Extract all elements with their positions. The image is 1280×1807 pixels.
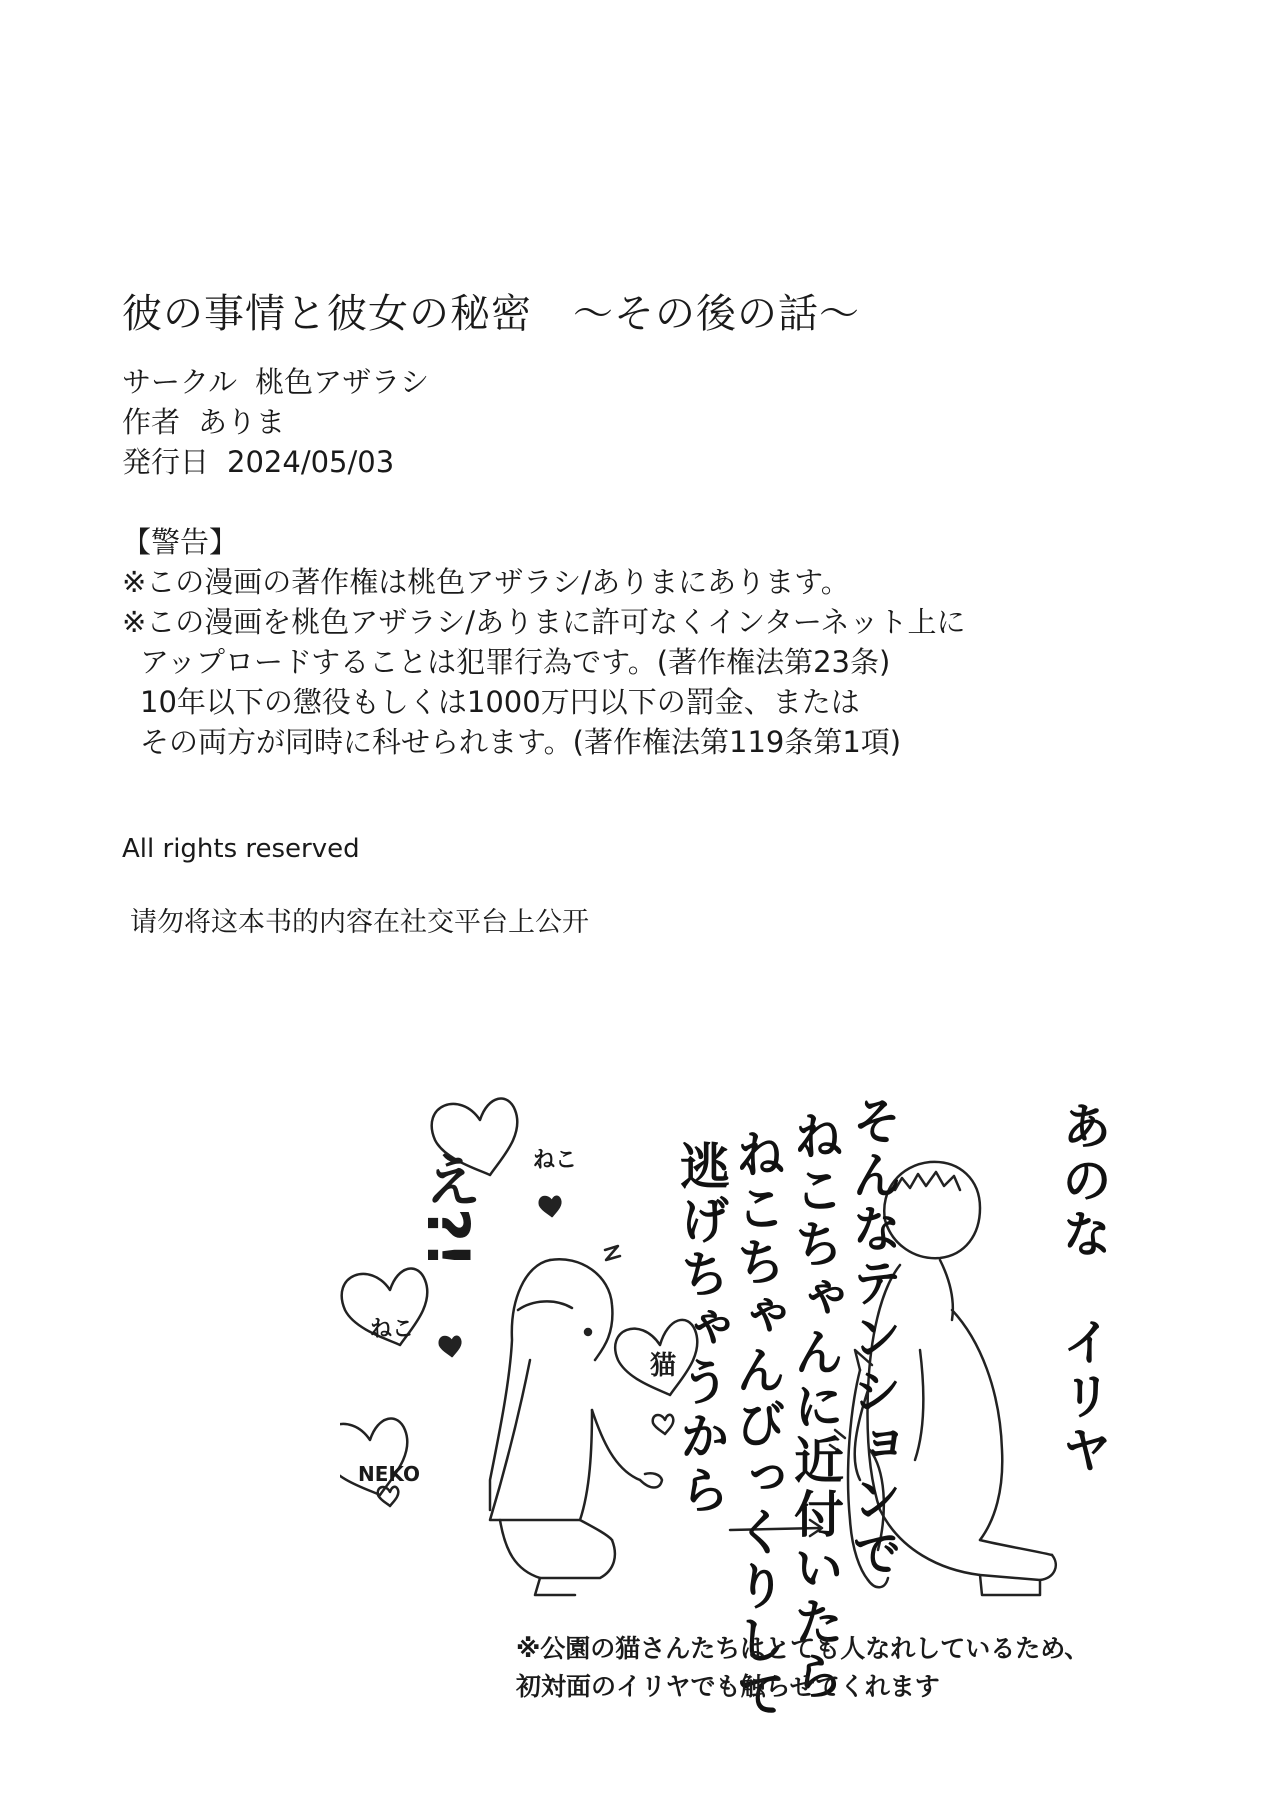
warning-heading: 【警告】: [122, 525, 239, 559]
speech-column: 逃げちゃうから: [672, 1140, 730, 1518]
circle-label: サークル: [122, 365, 238, 399]
warning-line: アップロードすることは犯罪行為です。(著作権法第23条): [140, 645, 891, 679]
warning-line: その両方が同時に科せられます。(著作権法第119条第1項): [140, 725, 902, 759]
speech-column: あのな イリヤ: [1054, 1100, 1112, 1478]
speech-column: ねこちゃんびっくりして: [728, 1128, 786, 1722]
colophon-meta: [122, 362, 429, 482]
author-value: ありま: [198, 405, 286, 439]
speech-column: ねこちゃんに近付いたら: [786, 1110, 844, 1704]
heart-label: ねこ: [533, 1148, 578, 1173]
warning-line: 10年以下の懲役もしくは1000万円以下の罰金、または: [140, 685, 860, 719]
book-title: 彼の事情と彼女の秘密 ～その後の話～: [122, 291, 860, 337]
speech-column: そんなテンションで: [844, 1095, 902, 1581]
caption-line: 初対面のイリヤでも触らせてくれます: [516, 1672, 940, 1701]
circle-row: [122, 362, 429, 402]
date-value: 2024/05/03: [227, 445, 395, 479]
heart-label: 猫: [650, 1351, 677, 1381]
warning-line: ※この漫画を桃色アザラシ/ありまに許可なくインターネット上に: [122, 605, 966, 639]
circle-value: 桃色アザラシ: [255, 365, 430, 399]
share-notice: 请勿将这本书的内容在社交平台上公开: [130, 907, 589, 938]
caption-line: ※公園の猫さんたちはとても人なれしているため、: [516, 1634, 1090, 1663]
author-label: 作者: [122, 405, 181, 439]
heart-label: NEKO: [358, 1462, 421, 1486]
exclaim-text: え?!: [414, 1150, 482, 1269]
date-row: [122, 442, 429, 482]
illustration-caption: [516, 1630, 1089, 1706]
warning-block: [122, 522, 965, 762]
heart-label: ねこ: [370, 1317, 415, 1342]
author-row: [122, 402, 429, 442]
rights-reserved: All rights reserved: [122, 834, 360, 864]
warning-line: ※この漫画の著作権は桃色アザラシ/ありまにあります。: [122, 565, 850, 599]
date-label: 発行日: [122, 445, 210, 479]
